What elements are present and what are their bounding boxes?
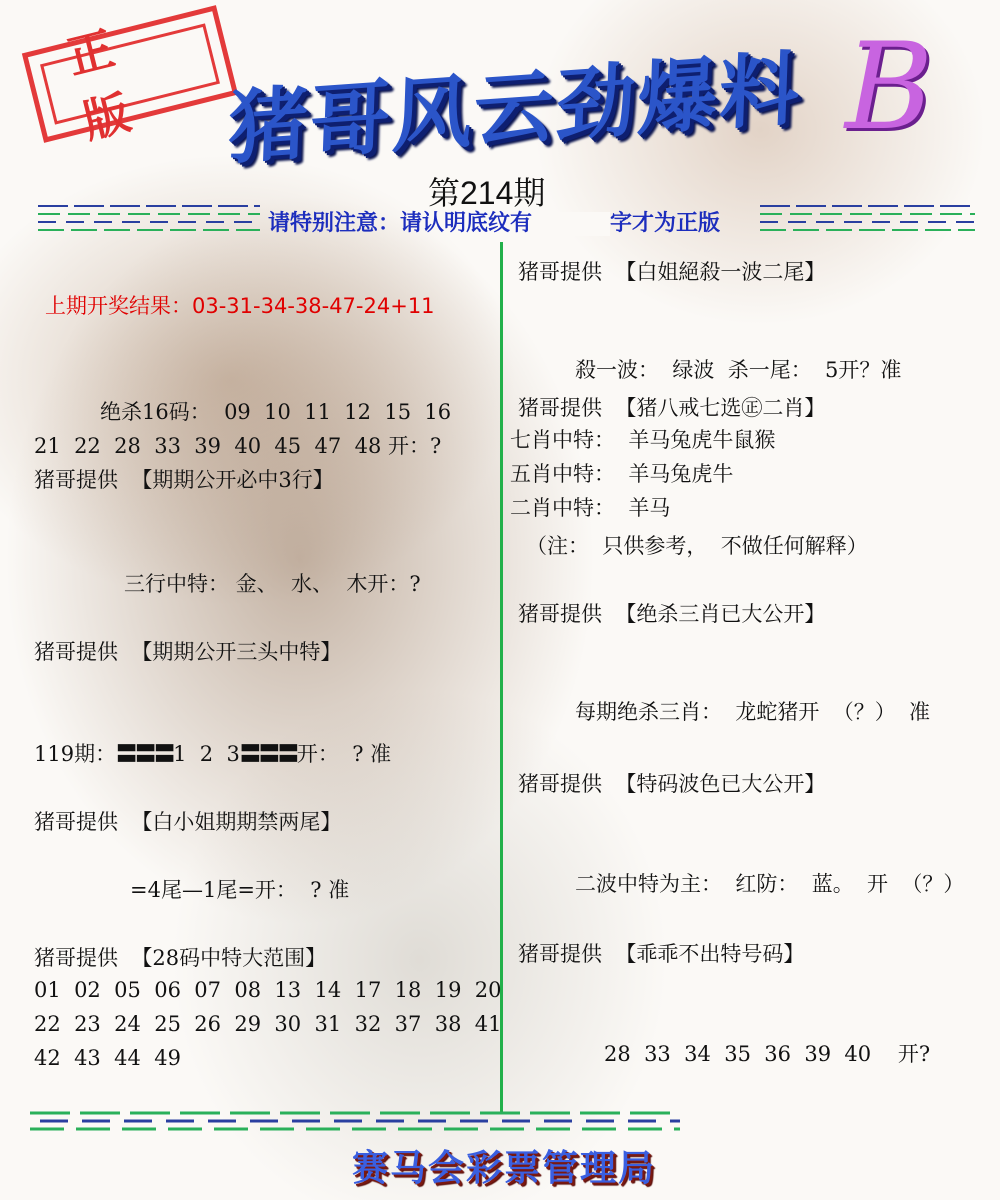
zodiac-two: 二肖中特： 羊马 — [510, 496, 671, 520]
kill16-line1: 绝杀16码： 09 10 11 12 15 16 — [100, 400, 452, 424]
disclaimer-note: （注： 只供参考， 不做任何解释） — [526, 534, 868, 558]
footer-dashes — [0, 1108, 1000, 1138]
issue-number: 第214期 — [428, 175, 546, 211]
main-title: 猪哥风云劲爆料 — [226, 41, 803, 176]
three-rows-body: 三行中特： 金、 水、 木开：? — [124, 572, 421, 596]
stamp-text: 正版 — [40, 23, 220, 124]
footer-title: 赛马会彩票管理局 — [352, 1148, 657, 1189]
codes-row-1: 01 02 05 06 07 08 13 14 17 18 19 20 — [34, 978, 502, 1002]
zodiac-five: 五肖中特： 羊马兔虎牛 — [510, 462, 734, 486]
last-result-label: 上期开奖结果： — [45, 294, 192, 318]
right-header-3: 猪哥提供 【绝杀三肖已大公开】 — [518, 602, 826, 626]
bar-symbols-b: 〓〓〓 — [239, 741, 297, 766]
last-result — [45, 290, 435, 320]
section-header-ban-tails: 猪哥提供 【白小姐期期禁两尾】 — [34, 810, 342, 834]
last-result-numbers: 03-31-34-38-47-24+11 — [192, 294, 435, 318]
three-heads-digits: 1 2 3 — [173, 742, 240, 766]
codes-row-3: 42 43 44 49 — [34, 1046, 181, 1070]
notice-watermark-gap — [532, 212, 610, 236]
section-header-28-codes: 猪哥提供 【28码中特大范围】 — [34, 946, 327, 970]
three-heads-suffix: 开： ? 准 — [296, 742, 392, 766]
notice-left: 请特别注意：请认明底纹有 — [268, 211, 533, 236]
notice-right: 字才为正版 — [610, 211, 721, 236]
three-heads-prefix: 119期： — [34, 742, 117, 766]
right-body-3: 每期绝杀三肖： 龙蛇猪开 （？） 准 — [575, 700, 931, 724]
stamp-zhengban — [22, 5, 238, 149]
right-header-2: 猪哥提供 【猪八戒七选㊣二肖】 — [518, 396, 826, 420]
authenticity-notice — [268, 206, 720, 237]
section-header-3heads: 猪哥提供 【期期公开三头中特】 — [34, 640, 342, 664]
right-header-5: 猪哥提供 【乖乖不出特号码】 — [518, 942, 805, 966]
right-body-1: 殺一波： 绿波 杀一尾： 5开？准 — [575, 358, 902, 382]
right-body-5: 28 33 34 35 36 39 40 开? — [604, 1042, 931, 1066]
right-header-4: 猪哥提供 【特码波色已大公开】 — [518, 772, 826, 796]
ban-tails-body: =4尾—1尾=开： ? 准 — [130, 878, 350, 902]
codes-row-2: 22 23 24 25 26 29 30 31 32 37 38 41 — [34, 1012, 502, 1036]
right-body-4: 二波中特为主： 红防： 蓝。 开 （？） — [575, 872, 965, 896]
section-header-3rows: 猪哥提供 【期期公开必中3行】 — [34, 468, 334, 492]
zodiac-seven: 七肖中特： 羊马兔虎牛鼠猴 — [510, 428, 776, 452]
bar-symbols-a: 〓〓〓 — [116, 741, 174, 766]
kill16-line2: 21 22 28 33 39 40 45 47 48 开：? — [34, 434, 442, 458]
right-header-1: 猪哥提供 【白姐絕殺一波二尾】 — [518, 260, 826, 284]
edition-badge: B — [845, 18, 934, 157]
three-heads-body — [34, 738, 391, 768]
